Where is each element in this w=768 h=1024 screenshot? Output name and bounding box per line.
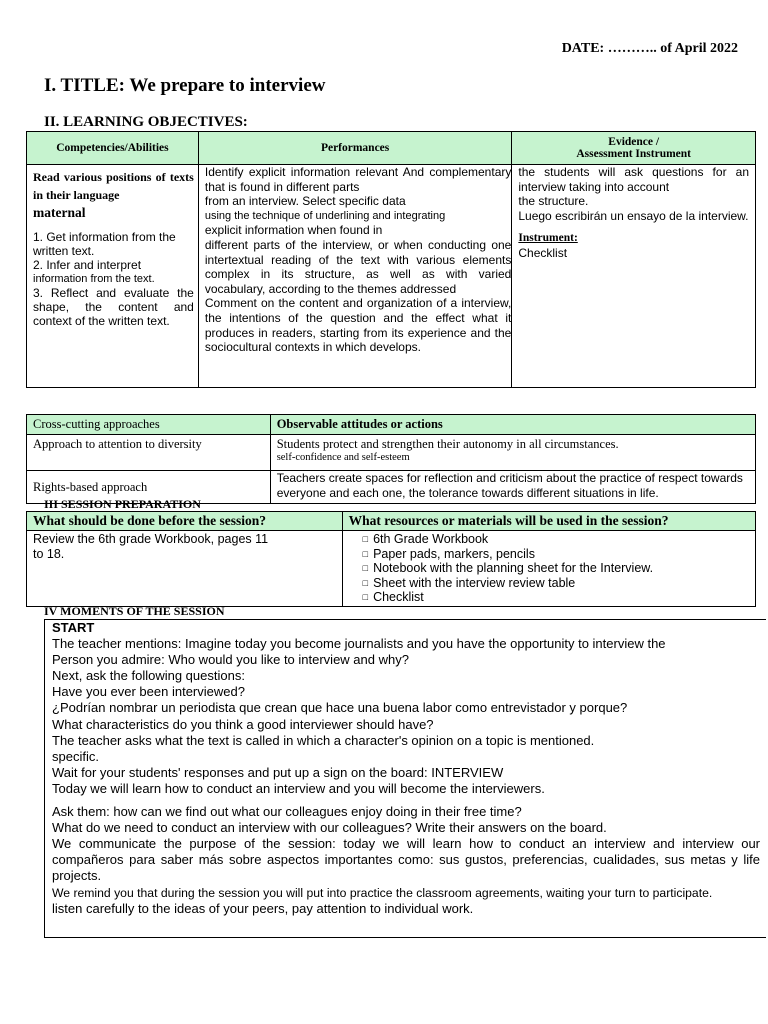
approaches-header: Cross-cutting approaches bbox=[27, 415, 271, 435]
competencies-cell bbox=[27, 165, 199, 388]
moment-line: What characteristics do you think a good interviewer should have? bbox=[52, 716, 434, 732]
document-date: DATE: ……….. of April 2022 bbox=[561, 41, 738, 56]
purpose-text: We communicate the purpose of the session: today we will learn how to conduct an interview and interview our compañeros para saber más sobre aspectos importantes como: sus gustos, preferencias, cualidades, sus metas y life projects. bbox=[52, 836, 760, 884]
evidence-cell bbox=[512, 165, 756, 388]
performance-text: Identify explicit information relevant And complementary that is found in different parts bbox=[204, 165, 512, 194]
resource-item: □ Checklist bbox=[363, 590, 749, 605]
competency-item: information from the text. bbox=[33, 273, 155, 285]
moment-line: The teacher asks what the text is called in which a character's opinion on a topic is mentioned. bbox=[52, 732, 595, 748]
moment-line: Have you ever been interviewed? bbox=[52, 684, 245, 700]
resources-header: What resources or materials will be used in the session? bbox=[342, 512, 755, 531]
competency-list bbox=[33, 230, 194, 328]
competency-heading: Read various positions of texts in their language maternal bbox=[33, 170, 194, 220]
moment-line: Person you admire: Who would you like to interview and why? bbox=[52, 652, 409, 668]
moment-line: ¿Podrían nombrar un periodista que crean que hace una buena labor como entrevistador y porque? bbox=[52, 700, 628, 716]
approach-action: Students protect and strengthen their autonomy in all circumstances. self-confidence and self-esteem bbox=[270, 435, 755, 471]
evidence-text: the structure. bbox=[518, 194, 589, 209]
learning-objectives-heading: II. LEARNING OBJECTIVES: bbox=[44, 114, 248, 130]
resource-item: □ Paper pads, markers, pencils bbox=[363, 547, 749, 562]
session-moments-heading: IV MOMENTS OF THE SESSION bbox=[44, 604, 225, 618]
resources-list bbox=[349, 532, 749, 605]
performance-text: from an interview. Select specific data bbox=[204, 194, 406, 209]
moment-line: What do we need to conduct an interview with our colleagues? Write their answers on the board. bbox=[52, 820, 607, 836]
approach-name: Rights-based approach bbox=[27, 471, 271, 504]
resources-cell bbox=[342, 531, 755, 607]
before-session-header: What should be done before the session? bbox=[27, 512, 343, 531]
moment-line: Next, ask the following questions: bbox=[52, 668, 245, 684]
moment-line: Wait for your students' responses and put up a sign on the board: INTERVIEW bbox=[52, 764, 504, 780]
performance-text: explicit information when found in bbox=[204, 223, 383, 238]
instrument-label: Instrument: bbox=[518, 232, 578, 245]
moment-line: The teacher mentions: Imagine today you become journalists and you have the opportunity to interview the bbox=[52, 636, 666, 652]
attitudes-header: Observable attitudes or actions bbox=[270, 415, 755, 435]
moment-line: Today we will learn how to conduct an interview and you will become the interviewers. bbox=[52, 780, 545, 796]
session-preparation-heading: III SESSION PREPARATION bbox=[44, 497, 201, 511]
session-moments-box bbox=[44, 619, 766, 938]
cross-cutting-approaches-table bbox=[26, 414, 756, 504]
moment-line: Ask them: how can we find out what our colleagues enjoy doing in their free time? bbox=[52, 804, 522, 820]
evidence-text: the students will ask questions for an interview taking into account bbox=[518, 165, 749, 194]
approach-action: Teachers create spaces for reflection and criticism about the practice of respect towards everyone and each one, the tolerance towards different situations in life. bbox=[270, 471, 755, 504]
performance-text: Comment on the content and organization of a interview, the intentions of the question and the effect what it produces in readers, starting from its experience and the sociocultural contexts in which develops. bbox=[204, 296, 512, 355]
evidence-header: Evidence / Assessment Instrument bbox=[512, 132, 756, 165]
performances-header: Performances bbox=[198, 132, 512, 165]
moment-line: specific. bbox=[52, 748, 99, 764]
remind-text: We remind you that during the session you will put into practice the classroom agreements, waiting your turn to participate. bbox=[52, 885, 713, 900]
evidence-text: Luego escribirán un ensayo de la interview. bbox=[518, 208, 749, 223]
session-preparation-table bbox=[26, 511, 756, 607]
competency-item: 3. Reflect and evaluate the shape, the content and context of the written text. bbox=[33, 286, 194, 328]
competency-item: 2. Infer and interpret bbox=[33, 258, 142, 272]
competencies-header: Competencies/Abilities bbox=[27, 132, 199, 165]
approach-name: Approach to attention to diversity bbox=[27, 435, 271, 471]
learning-objectives-table bbox=[26, 131, 756, 388]
competency-item: 1. Get information from the written text. bbox=[33, 230, 176, 258]
resource-item: □ Notebook with the planning sheet for the Interview. bbox=[363, 561, 749, 576]
performance-text: using the technique of underlining and integrating bbox=[204, 209, 446, 222]
performance-text: different parts of the interview, or when conducting one intertextual reading of the text with various elements complex in its structure, as well as with varied vocabulary, according to the themes addressed bbox=[204, 237, 512, 296]
page-title: I. TITLE: We prepare to interview bbox=[44, 75, 326, 96]
start-label: START bbox=[52, 620, 95, 635]
instrument-value: Checklist bbox=[518, 245, 568, 260]
resource-item: □ Sheet with the interview review table bbox=[363, 576, 749, 591]
performances-cell bbox=[198, 165, 512, 388]
before-session-text: Review the 6th grade Workbook, pages 11 to 18. bbox=[27, 531, 343, 607]
moment-line: listen carefully to the ideas of your peers, pay attention to individual work. bbox=[52, 900, 474, 916]
resource-item: □ 6th Grade Workbook bbox=[363, 532, 749, 547]
